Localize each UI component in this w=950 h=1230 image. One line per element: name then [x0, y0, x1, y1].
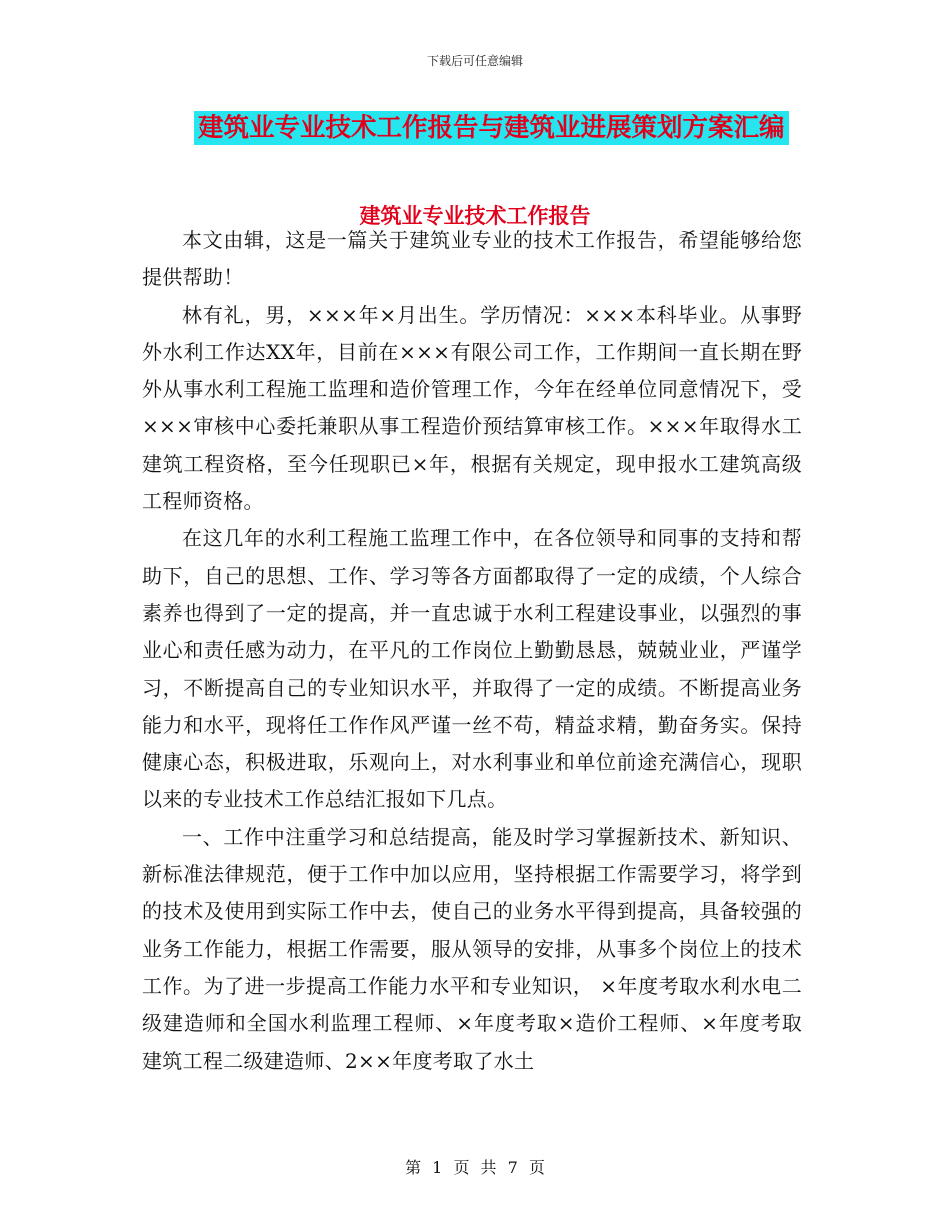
document-main-title: 建筑业专业技术工作报告与建筑业进展策划方案汇编 — [194, 111, 789, 145]
page-number: 第 1 页 共 7 页 — [405, 1158, 545, 1177]
paragraph-intro: 本文由辑，这是一篇关于建筑业专业的技术工作报告，希望能够给您提供帮助！ — [142, 228, 802, 290]
section-title: 建筑业专业技术工作报告 — [359, 203, 591, 228]
page-header-note: 下载后可任意编辑 — [426, 54, 523, 68]
paragraph-point-one: 一、工作中注重学习和总结提高，能及时学习掌握新技术、新知识、新标准法律规范，便于工作中加以应用，坚持根据工作需要学习，将学到的技术及使用到实际工作中去，使自己的业务水平得到提高，具备较强的业务工作能力，根据工作需要，服从领导的安排，从事多个岗位上的技术工作。为了进一步提高工作能力水平和专业知识， ×年度考取水利水电二级建造师和全国水利监理工程师、×年度考取×造价工程师、×年度考取建筑工程二级建造师、2××年度考取了水土 — [142, 824, 802, 1073]
paragraph-achievements: 在这几年的水利工程施工监理工作中，在各位领导和同事的支持和帮助下，自己的思想、工作、学习等各方面都取得了一定的成绩，个人综合素养也得到了一定的提高，并一直忠诚于水利工程建设事业，以强烈的事业心和责任感为动力，在平凡的工作岗位上勤勤恳恳，兢兢业业，严谨学习，不断提高自己的专业知识水平，并取得了一定的成绩。不断提高业务能力和水平，现将任工作作风严谨一丝不苟，精益求精，勤奋务实。保持健康心态，积极进取，乐观向上，对水利事业和单位前途充满信心，现职以来的专业技术工作总结汇报如下几点。 — [142, 526, 802, 812]
paragraph-bio: 林有礼，男，×××年×月出生。学历情况：×××本科毕业。从事野外水利工作达XX年，目前在×××有限公司工作，工作期间一直长期在野外从事水利工程施工监理和造价管理工作，今年在经单位同意情况下，受×××审核中心委托兼职从事工程造价预结算审核工作。×××年取得水工建筑工程资格，至今任现职已×年，根据有关规定，现申报水工建筑高级工程师资格。 — [142, 302, 802, 514]
document-body — [142, 222, 802, 1080]
